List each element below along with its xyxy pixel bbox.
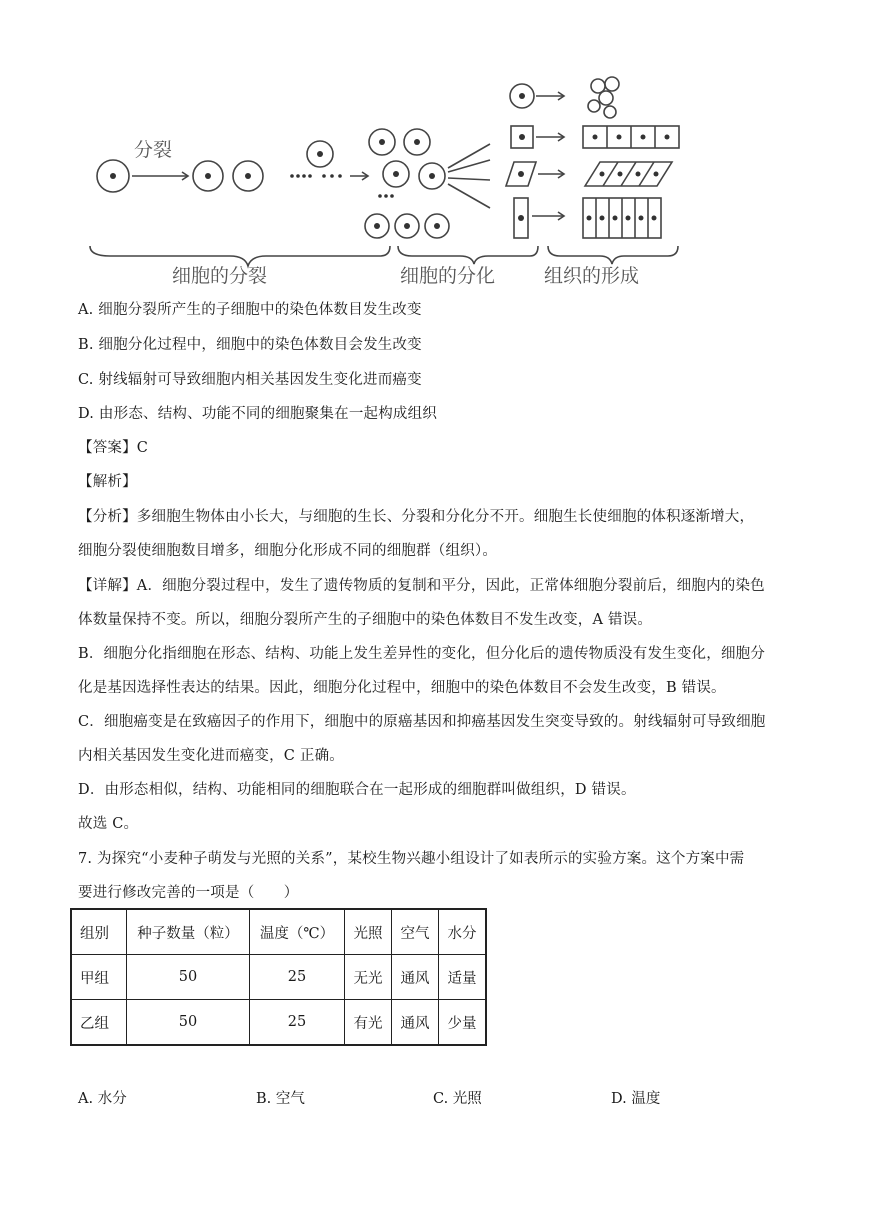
answer: 【答案】C xyxy=(78,440,149,456)
analysis-line: 故选 C。 xyxy=(78,816,139,832)
table-cell: 甲组 xyxy=(71,955,127,1000)
q7-option-a: A. 水分 xyxy=(78,1091,127,1107)
analysis-line: D．由形态相似，结构、功能相同的细胞联合在一起形成的细胞群叫做组织，D 错误。 xyxy=(78,782,636,798)
cell xyxy=(604,106,616,118)
table-cell: 25 xyxy=(250,1000,345,1046)
table-cell: 50 xyxy=(127,955,250,1000)
caption-differentiation: 细胞的分化 xyxy=(400,265,496,287)
table-cell: 乙组 xyxy=(71,1000,127,1046)
table-header-cell: 种子数量（粒） xyxy=(127,909,250,955)
table-header-cell: 光照 xyxy=(345,909,392,955)
analysis-line: 【分析】多细胞生物体由小长大，与细胞的生长、分裂和分化分不开。细胞生长使细胞的体积逐渐增大， xyxy=(78,509,755,525)
analysis-line: 细胞分裂使细胞数目增多，细胞分化形成不同的细胞群（组织）。 xyxy=(78,543,498,559)
cell-diagram-figure xyxy=(80,68,700,294)
analysis-line: 体数量保持不变。所以，细胞分裂所产生的子细胞中的染色体数目不发生改变，A 错误。 xyxy=(78,612,653,628)
table-cell: 通风 xyxy=(392,1000,439,1046)
q7-option-b: B. 空气 xyxy=(256,1091,305,1107)
table-cell: 少量 xyxy=(439,1000,487,1046)
question-7-text: 7. 为探究“小麦种子萌发与光照的关系”，某校生物兴趣小组设计了如表所示的实验方案。这个方案中需 xyxy=(78,851,745,867)
q7-option-d: D. 温度 xyxy=(611,1091,661,1107)
table-header-cell: 组别 xyxy=(71,909,127,955)
analysis-heading: 【解析】 xyxy=(78,474,137,490)
analysis-line: 内相关基因发生变化进而癌变，C 正确。 xyxy=(78,748,345,764)
cell xyxy=(588,100,600,112)
cell xyxy=(605,77,619,91)
table-cell: 无光 xyxy=(345,955,392,1000)
option-d: D. 由形态、结构、功能不同的细胞聚集在一起构成组织 xyxy=(78,406,438,422)
table-row xyxy=(71,955,486,1000)
table-cell: 适量 xyxy=(439,955,487,1000)
table-cell: 通风 xyxy=(392,955,439,1000)
table-header-cell: 温度（℃） xyxy=(250,909,345,955)
table-header-cell: 空气 xyxy=(392,909,439,955)
q7-option-c: C. 光照 xyxy=(433,1091,482,1107)
table-cell: 有光 xyxy=(345,1000,392,1046)
table-cell: 25 xyxy=(250,955,345,1000)
analysis-line: 化是基因选择性表达的结果。因此，细胞分化过程中，细胞中的染色体数目不会发生改变，B 错误。 xyxy=(78,680,726,696)
caption-tissue: 组织的形成 xyxy=(544,265,640,287)
table-header-cell: 水分 xyxy=(439,909,487,955)
option-a: A. 细胞分裂所产生的子细胞中的染色体数目发生改变 xyxy=(78,302,422,318)
table-header-row xyxy=(71,909,486,955)
arrow-label: 分裂 xyxy=(134,139,173,161)
analysis-line: C．细胞癌变是在致癌因子的作用下，细胞中的原癌基因和抑癌基因发生突变导致的。射线辐射可导致细胞 xyxy=(78,714,766,730)
option-b: B. 细胞分化过程中，细胞中的染色体数目会发生改变 xyxy=(78,337,422,353)
table-cell: 50 xyxy=(127,1000,250,1046)
question-7-text: 要进行修改完善的一项是（ ） xyxy=(78,885,299,901)
cell xyxy=(599,91,613,105)
option-c: C. 射线辐射可导致细胞内相关基因发生变化进而癌变 xyxy=(78,372,422,388)
analysis-line: 【详解】A．细胞分裂过程中，发生了遗传物质的复制和平分，因此，正常体细胞分裂前后，细胞内的染色 xyxy=(78,578,765,594)
analysis-line: B．细胞分化指细胞在形态、结构、功能上发生差异性的变化，但分化后的遗传物质没有发生变化，细胞分 xyxy=(78,646,766,662)
caption-division: 细胞的分裂 xyxy=(172,265,268,287)
table-row xyxy=(71,1000,486,1046)
experiment-table xyxy=(70,908,487,1046)
